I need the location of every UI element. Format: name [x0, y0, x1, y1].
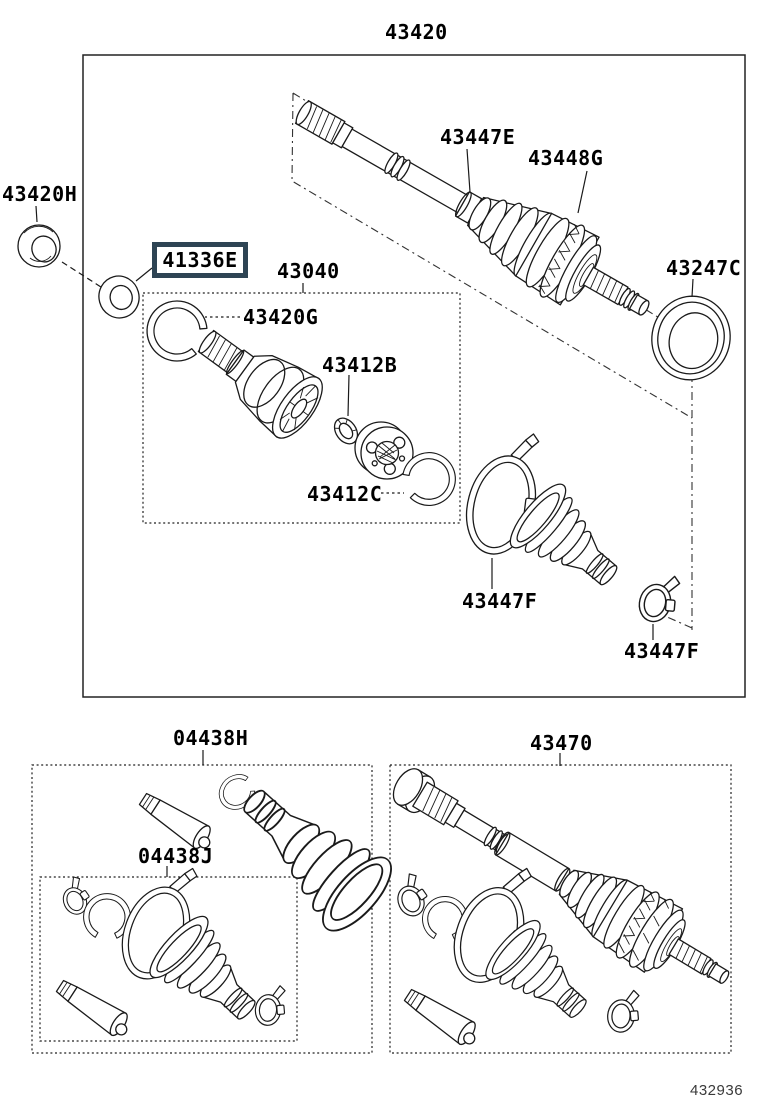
callout-driveshaft-lh[interactable]: 43470	[530, 731, 593, 755]
driveshaft-drawing	[279, 75, 667, 345]
kit-grease-tube-drawing	[53, 975, 135, 1041]
boot-clamp-small-drawing	[635, 569, 683, 626]
oil-seal-drawing	[643, 288, 739, 388]
callout-bearing[interactable]: 43420H	[2, 182, 78, 206]
washer-drawing	[94, 272, 144, 323]
callout-inboard-boot-kit[interactable]: 04438J	[138, 844, 214, 868]
lh-end-clamp-drawing	[606, 988, 641, 1033]
kit-boot-drawing	[219, 763, 402, 941]
callout-boot-clamp-large[interactable]: 43447F	[462, 589, 538, 613]
callout-boot-clamp-small[interactable]: 43447F	[624, 639, 700, 663]
highlighted-part-box[interactable]	[152, 242, 248, 278]
callout-inboard-boot-clamp[interactable]: 43447E	[440, 125, 516, 149]
outboard-joint-drawing	[183, 311, 331, 446]
callout-joint-snap-ring[interactable]: 43412C	[307, 482, 383, 506]
callout-outboard-joint-kit[interactable]: 43040	[277, 259, 340, 283]
callout-shaft-snap-ring[interactable]: 43420G	[243, 305, 319, 329]
callout-washer-highlight[interactable]: 41336E	[157, 247, 243, 273]
kit-end-clamp-drawing	[254, 984, 287, 1027]
callout-joint-spacer[interactable]: 43412B	[322, 353, 398, 377]
figure-code: 432936	[690, 1082, 744, 1099]
callout-oil-seal[interactable]: 43247C	[666, 256, 742, 280]
callout-outboard-boot-kit[interactable]: 04438H	[173, 726, 249, 750]
callout-outboard-boot[interactable]: 43448G	[528, 146, 604, 170]
lh-grease-tube-drawing	[401, 984, 483, 1050]
callout-driveshaft-assembly[interactable]: 43420	[385, 20, 448, 44]
shaft-snap-ring-drawing	[142, 296, 210, 365]
bearing-drawing	[18, 225, 60, 267]
